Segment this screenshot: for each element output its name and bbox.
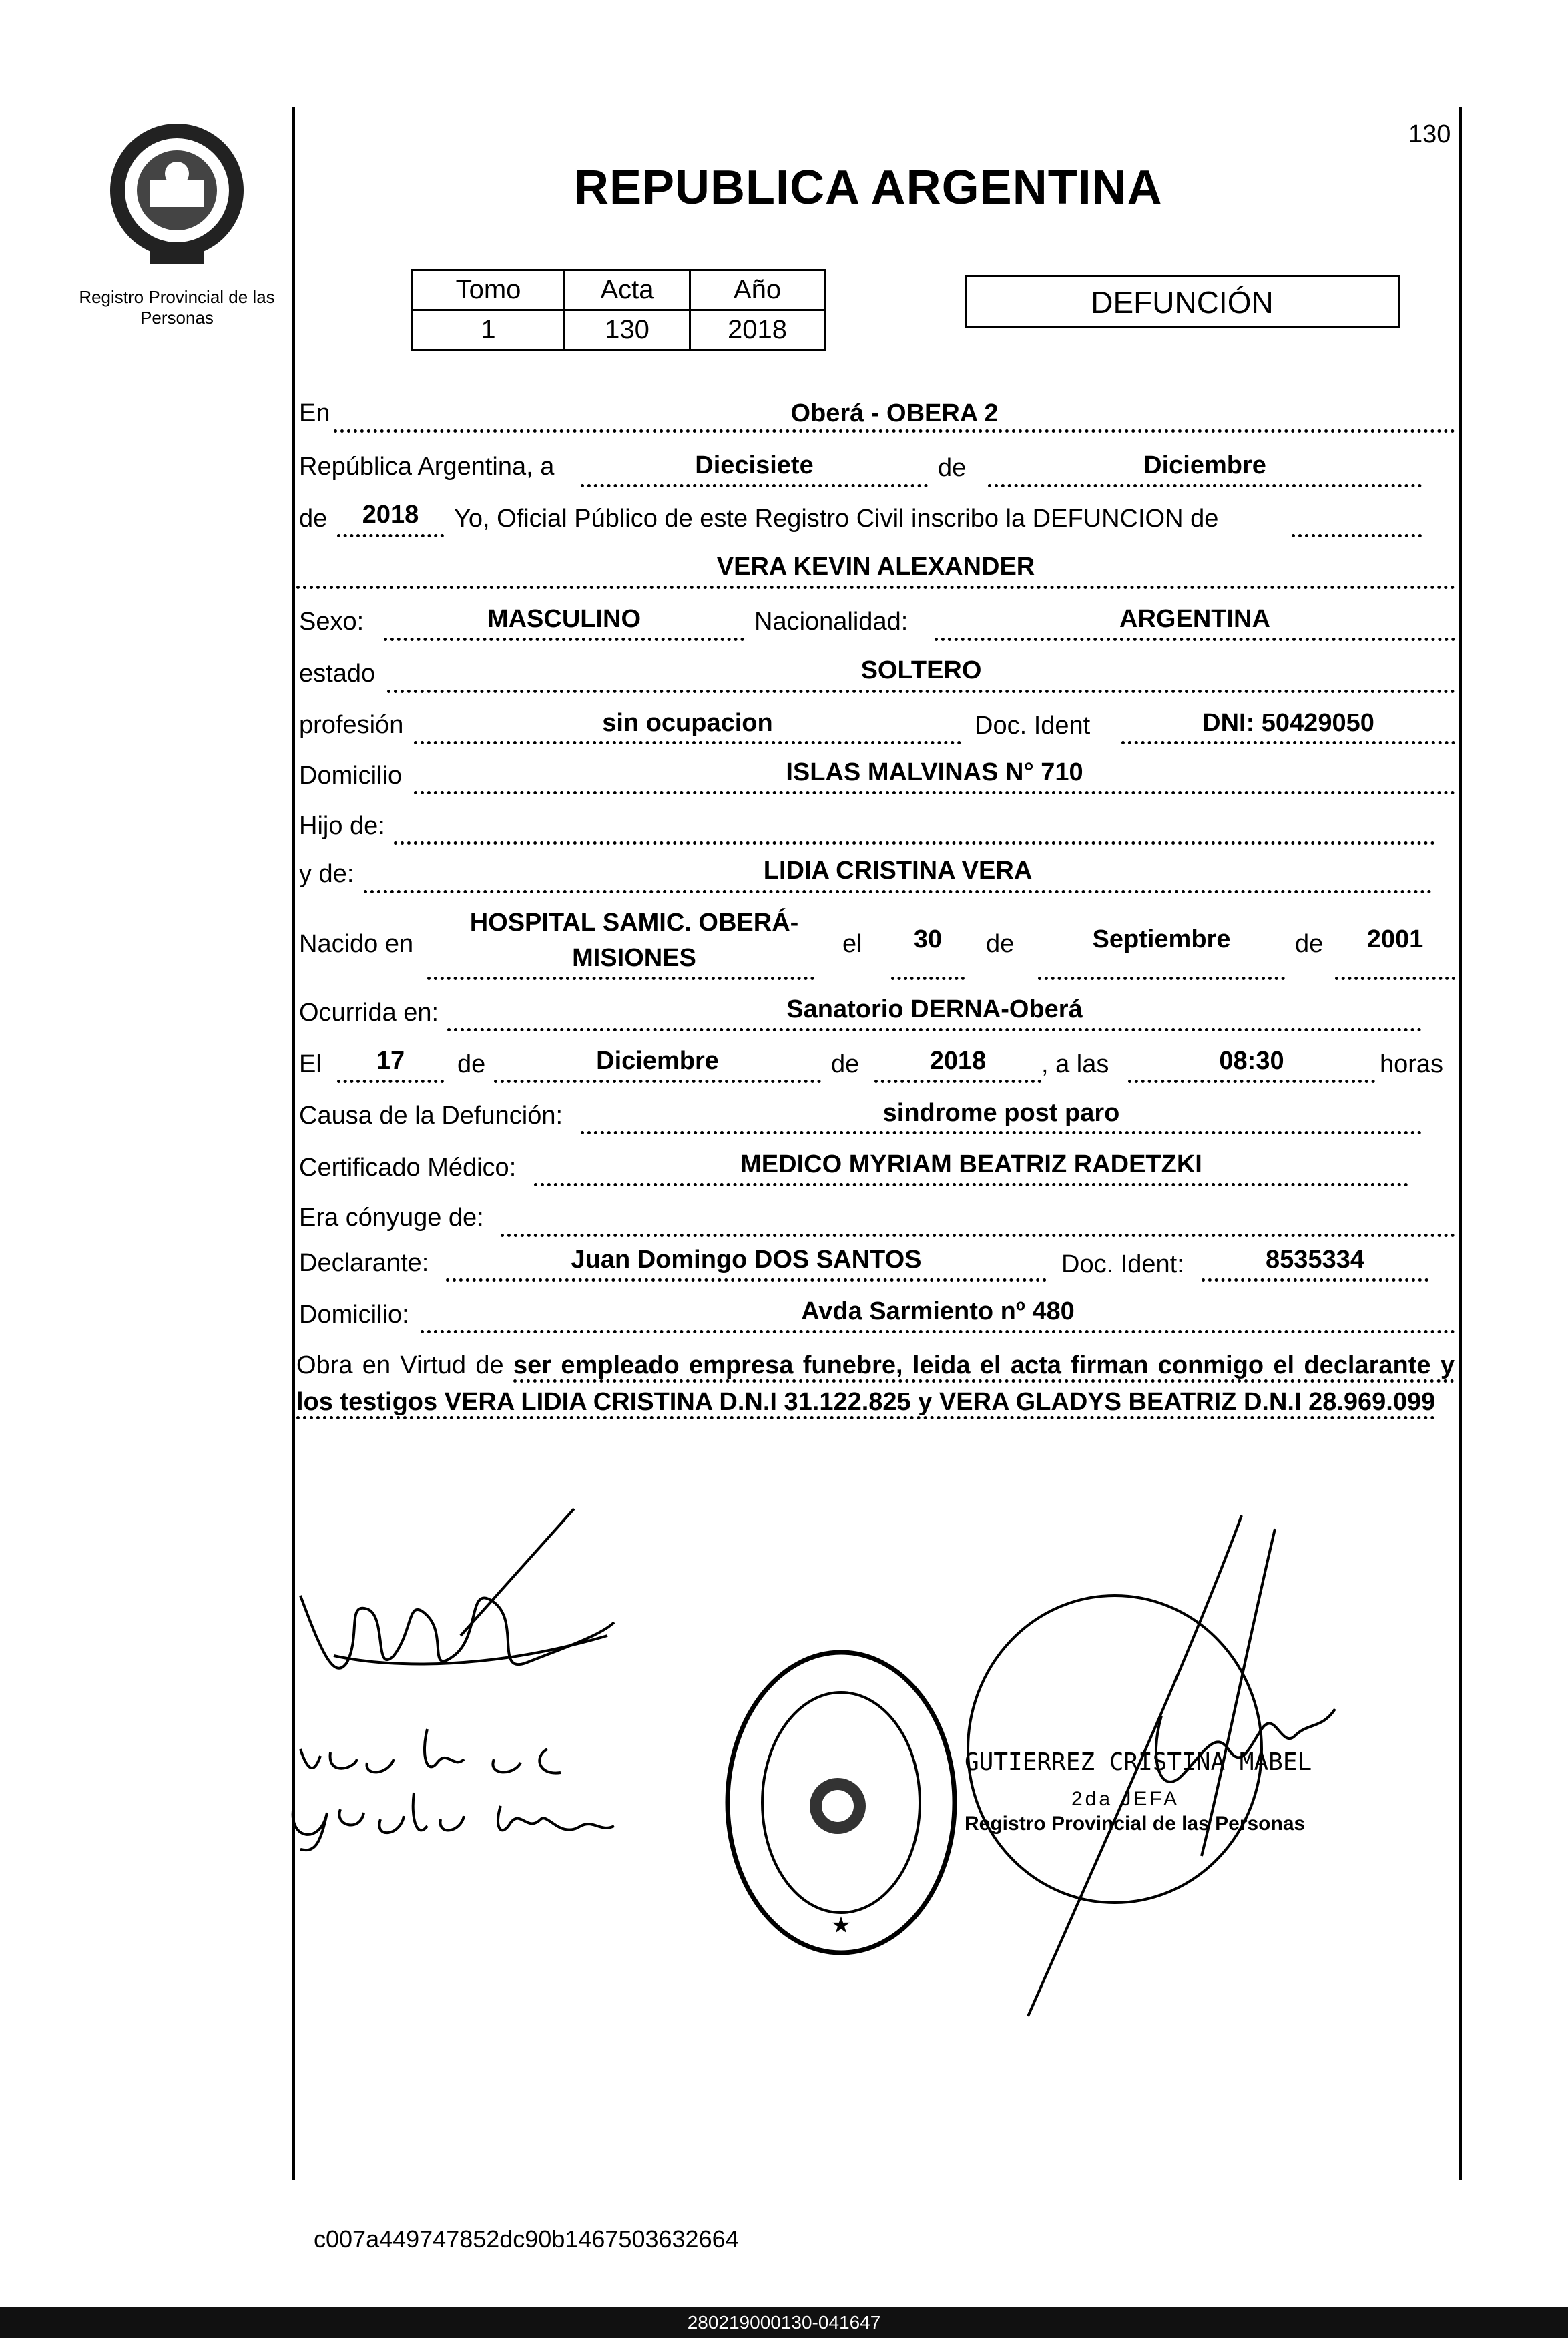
- sexo-label: Sexo:: [299, 608, 364, 636]
- de2-label: de: [299, 505, 328, 533]
- inscribo-dots: [1292, 534, 1422, 537]
- nac-anio-dots: [1335, 977, 1455, 980]
- docident2-dots: [1202, 1278, 1428, 1282]
- yde-label: y de:: [299, 860, 354, 888]
- conyuge-label: Era cónyuge de:: [299, 1204, 484, 1232]
- record-type-box: DEFUNCIÓN: [965, 275, 1400, 328]
- official-office: Registro Provincial de las Personas: [965, 1813, 1306, 1835]
- defuncion-hora: 08:30: [1219, 1047, 1284, 1075]
- docident-label: Doc. Ident: [975, 712, 1091, 740]
- domicilio2-label: Domicilio:: [299, 1301, 409, 1329]
- anio-dots: [337, 534, 444, 537]
- defuncion-dia: 17: [376, 1047, 405, 1075]
- conyuge-dots: [501, 1234, 1455, 1237]
- def-hora-dots: [1128, 1080, 1375, 1083]
- mes-value: Diciembre: [1143, 451, 1266, 479]
- el-label: el: [842, 930, 862, 958]
- def-dia-dots: [337, 1080, 444, 1083]
- left-margin-line: [292, 107, 295, 2180]
- causa-label: Causa de la Defunción:: [299, 1102, 563, 1130]
- dia-dots: [581, 484, 928, 487]
- official-name: GUTIERREZ CRISTINA MABEL: [965, 1748, 1312, 1776]
- docident-value: DNI: 50429050: [1202, 709, 1374, 737]
- declarant-signature: [294, 1502, 641, 1722]
- seal-caption: Registro Provincial de las Personas: [79, 287, 275, 328]
- deceased-name: VERA KEVIN ALEXANDER: [716, 553, 1035, 581]
- anio-value: 2018: [362, 501, 419, 529]
- obra-label: Obra en Virtud de: [296, 1351, 504, 1379]
- obra-value: ser empleado empresa funebre, leida el acta firman conmigo el declarante y los testigos VERA LIDIA CRISTINA D.N.I 31.122.825 y VERA GLADYS BEATRIZ D.N.I 28.969.099: [296, 1351, 1455, 1419]
- value-acta: 130: [565, 310, 690, 350]
- nacido-dots: [427, 977, 814, 980]
- en-dots: [334, 429, 1455, 433]
- page-number: 130: [1408, 120, 1451, 148]
- header-anio: Año: [690, 270, 825, 310]
- nac-dia-dots: [891, 977, 965, 980]
- profesion-dots: [414, 741, 961, 744]
- defuncion-anio: 2018: [929, 1047, 987, 1075]
- declarante-dots: [446, 1278, 1047, 1282]
- ocurrida-dots: [447, 1028, 1422, 1031]
- defuncion-mes: Diciembre: [596, 1047, 719, 1075]
- province-seal-logo: [103, 120, 250, 267]
- docident2-label: Doc. Ident:: [1061, 1250, 1184, 1278]
- profesion-label: profesión: [299, 711, 404, 739]
- domicilio-value: ISLAS MALVINAS N° 710: [786, 758, 1083, 786]
- certificado-value: MEDICO MYRIAM BEATRIZ RADETZKI: [740, 1150, 1202, 1178]
- docident2-value: 8535334: [1266, 1246, 1364, 1274]
- page-title: REPUBLICA ARGENTINA: [574, 161, 1163, 214]
- witness-1-signature: [294, 1722, 621, 1783]
- nac-de1-label: de: [986, 930, 1015, 958]
- nacimiento-mes: Septiembre: [1092, 925, 1231, 953]
- estado-value: SOLTERO: [860, 656, 982, 684]
- declarante-value: Juan Domingo DOS SANTOS: [571, 1246, 922, 1274]
- domicilio2-value: Avda Sarmiento nº 480: [801, 1297, 1075, 1325]
- sexo-dots: [384, 638, 744, 641]
- nacimiento-dia: 30: [913, 925, 943, 953]
- witness-2-signature: [280, 1779, 627, 1853]
- alas-label: , a las: [1041, 1050, 1109, 1078]
- nacido-value-line2: MISIONES: [572, 944, 696, 972]
- el2-label: El: [299, 1050, 322, 1078]
- causa-value: sindrome post paro: [882, 1099, 1120, 1127]
- official-role: 2da JEFA: [1071, 1788, 1180, 1810]
- nacionalidad-value: ARGENTINA: [1119, 605, 1270, 633]
- nombre-dots: [296, 586, 1455, 589]
- de-label: de: [938, 454, 967, 482]
- docident-dots: [1121, 741, 1455, 744]
- def-mes-dots: [494, 1080, 821, 1083]
- mes-dots: [988, 484, 1422, 487]
- yde-value: LIDIA CRISTINA VERA: [763, 857, 1033, 885]
- svg-text:★: ★: [830, 1912, 852, 1939]
- header-tomo: Tomo: [413, 270, 565, 310]
- obra-paragraph: [296, 1347, 1455, 1421]
- dia-value: Diecisiete: [695, 451, 814, 479]
- sexo-value: MASCULINO: [487, 605, 641, 633]
- republica-label: República Argentina, a: [299, 453, 555, 481]
- hijo-label: Hijo de:: [299, 812, 385, 840]
- inscribo-text: Yo, Oficial Público de este Registro Civil inscribo la DEFUNCION de: [454, 505, 1219, 533]
- ocurrida-label: Ocurrida en:: [299, 999, 439, 1027]
- delegation-stamp: [718, 1642, 965, 1963]
- certificado-label: Certificado Médico:: [299, 1154, 517, 1182]
- nac-mes-dots: [1038, 977, 1285, 980]
- profesion-value: sin ocupacion: [602, 709, 773, 737]
- nac-de2-label: de: [1295, 930, 1324, 958]
- declarante-label: Declarante:: [299, 1249, 429, 1277]
- certificado-dots: [534, 1183, 1408, 1186]
- domicilio-dots: [414, 791, 1455, 794]
- en-label: En: [299, 399, 330, 427]
- domicilio-label: Domicilio: [299, 762, 403, 790]
- nacimiento-anio: 2001: [1366, 925, 1424, 953]
- footer-code-bar: 280219000130-041647: [0, 2307, 1568, 2338]
- yde-dots: [364, 890, 1432, 893]
- estado-label: estado: [299, 660, 376, 688]
- ocurrida-value: Sanatorio DERNA-Oberá: [786, 995, 1083, 1023]
- document-hash: c007a449747852dc90b1467503632664: [314, 2225, 739, 2253]
- def-de2-label: de: [831, 1050, 860, 1078]
- right-margin-line: [1459, 107, 1462, 2180]
- register-table: [411, 269, 826, 351]
- en-value: Oberá - OBERA 2: [790, 399, 999, 427]
- def-de1-label: de: [457, 1050, 486, 1078]
- hijo-dots: [394, 841, 1435, 845]
- nacionalidad-dots: [935, 638, 1455, 641]
- nacido-value-line1: HOSPITAL SAMIC. OBERÁ-: [469, 909, 799, 937]
- horas-label: horas: [1380, 1050, 1444, 1078]
- domicilio2-dots: [421, 1330, 1455, 1333]
- value-anio: 2018: [690, 310, 825, 350]
- nacionalidad-label: Nacionalidad:: [754, 608, 908, 636]
- estado-dots: [387, 690, 1455, 693]
- def-anio-dots: [874, 1080, 1041, 1083]
- value-tomo: 1: [413, 310, 565, 350]
- causa-dots: [581, 1131, 1422, 1134]
- nacido-label: Nacido en: [299, 930, 414, 958]
- header-acta: Acta: [565, 270, 690, 310]
